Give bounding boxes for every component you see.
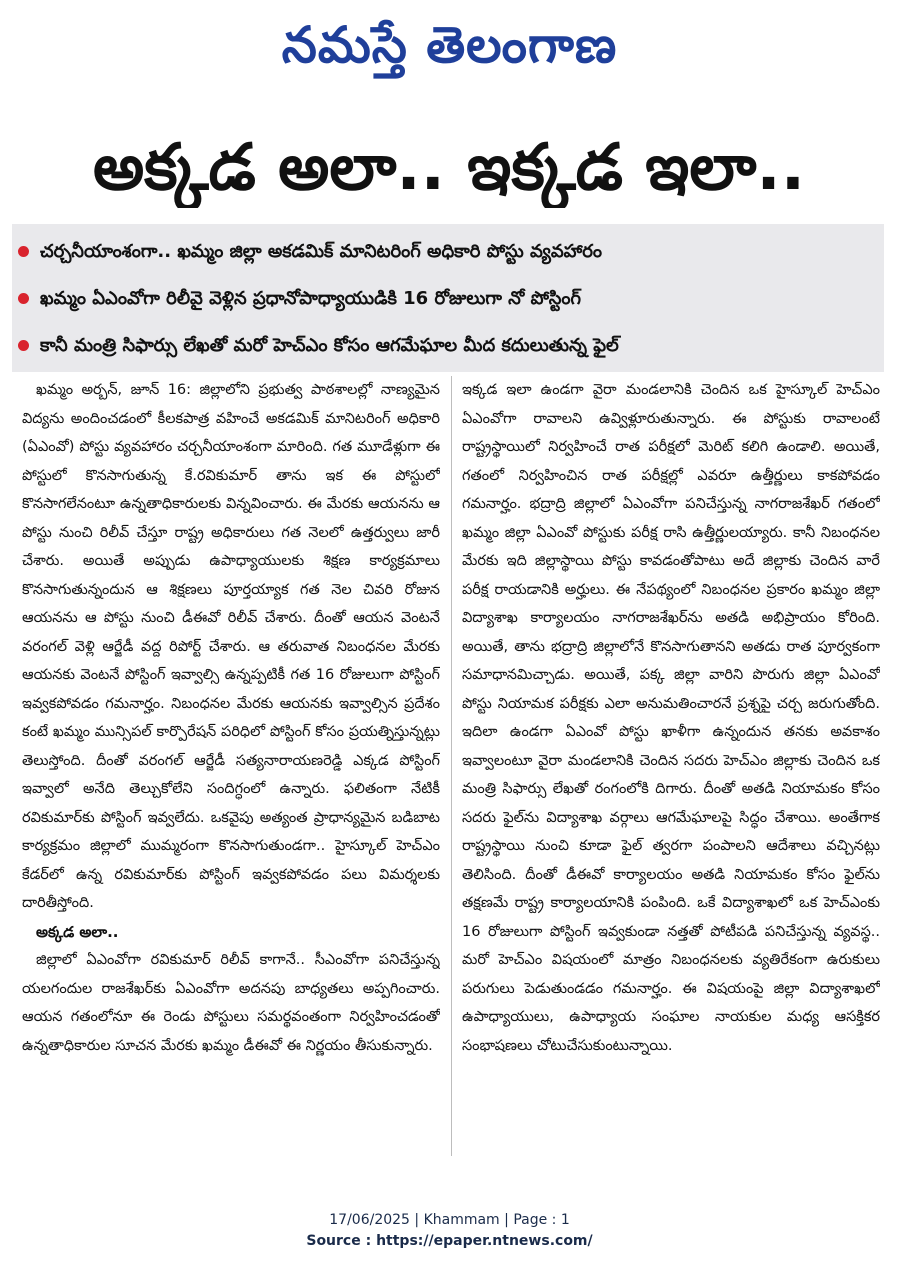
subhead-text: ఖమ్మం ఏఎంవోగా రిలీవై వెళ్లిన ప్రధానోపాధ్యాయుడికి 16 రోజులుగా నో పోస్టింగ్ [40,288,582,309]
article-column-right [462,376,880,1166]
footer-source-line: Source : https://epaper.ntnews.com/ [306,1233,593,1249]
subhead-2 [12,285,884,322]
article-paragraph: జిల్లాలో ఏఎంవోగా రవికుమార్ రిలీవ్ కాగానే.. సీఎంవోగా పనిచేస్తున్న యలగందుల రాజశేఖర్‌కు ఏఎంవోగా అదనపు బాధ్యతలు అప్పగించారు. ఆయన గతంలోనూ ఈ రెండు పోస్టులు సమర్థవంతంగా నిర్వహించడంతో ఉన్నతాధికారుల సూచన మేరకు ఖమ్మం డీఈవో ఈ నిర్ణయం తీసుకున్నారు. [22,952,440,1054]
crosshead: అక్కడ అలా.. [36,922,119,941]
article-paragraph: ఇక్కడ ఇలా ఉండగా వైరా మండలానికి చెందిన ఒక హైస్కూల్ హెచ్‌ఎం ఏఎంవోగా రావాలని ఉవ్విళ్లూరుతున్నారు. ఈ పోస్టుకు రావాలంటే రాష్ట్రస్థాయిలో నిర్వహించే రాత పరీక్షలో మెరిట్ కలిగి ఉండాలి. అయితే, గతంలో నిర్వహించిన రాత పరీక్షల్లో ఎవరూ ఉత్తీర్ణులు కాకపోవడం గమనార్హం. భద్రాద్రి జిల్లాలో ఏఎంవోగా పనిచేస్తున్న నాగరాజశేఖర్ గతంలో ఖమ్మం జిల్లా ఏఎంవో పోస్టుకు పరీక్ష రాసి ఉత్తీర్ణులయ్యారు. కానీ నిబంధనల మేరకు ఇది జిల్లాస్థాయి పోస్టు కావడంతోపాటు అదే జిల్లాకు చెందిన వారే పరీక్ష రాయడానికి అర్హులు. ఈ నేపథ్యంలో నిబంధనల ప్రకారం ఖమ్మం జిల్లా విద్యాశాఖ కార్యాలయం నాగరాజశేఖర్‌ను అతడి అభిప్రాయం కోరింది. అయితే, తాను భద్రాద్రి జిల్లాలోనే కొనసాగుతానని అతడు రాత పూర్వకంగా సమాధానమిచ్చాడు. అయితే, పక్క జిల్లా వారిని పొరుగు జిల్లా ఏఎంవో పోస్టు నియామక పరీక్షకు ఎలా అనుమతించారనే ప్రశ్నపై చర్చ జరుగుతోంది. ఇదిలా ఉండగా ఏఎంవో పోస్టు ఖాళీగా ఉన్నందున తనకు అవకాశం ఇవ్వాలంటూ వైరా మండలానికి చెందిన సదరు హెచ్‌ఎం జిల్లాకు చెందిన ఒక మంత్రి సిఫార్సు లేఖతో రంగంలోకి దిగారు. దీంతో అతడి నియామకం కోసం సదరు ఫైల్‌ను విద్యాశాఖ వర్గాలు ఆగమేఘాలపై సిద్ధం చేశాయి. అంతేగాక రాష్ట్రస్థాయి నుంచి కూడా ఫైల్ త్వరగా పంపాలని ఆదేశాలు వచ్చినట్లు తెలిసింది. దీంతో డీఈవో కార్యాలయం అతడి నియామకం కోసం ఫైల్‌ను తక్షణమే రాష్ట్ర కార్యాలయానికి పంపింది. ఒకే విద్యాశాఖలో ఒక హెచ్‌ఎంకు 16 రోజులుగా పోస్టింగ్ ఇవ్వకుండా నత్తతో పోటీపడి పనిచేస్తున్న వ్యవస్థ.. మరో హెచ్‌ఎం విషయంలో మాత్రం నిబంధనలకు వ్యతిరేకంగా ఉరుకులు పరుగులు పెడుతుండడం గమనార్హం. ఈ విషయంపై జిల్లా విద్యాశాఖలో ఉపాధ్యాయులు, ఉపాధ్యాయ సంఘాల నాయకుల మధ్య ఆసక్తికర సంభాషణలు చోటుచేసుకుంటున్నాయి. [462,382,880,1054]
subhead-text: చర్చనీయాంశంగా.. ఖమ్మం జిల్లా అకడమిక్ మానిటరింగ్ అధికారి పోస్టు వ్యవహారం [40,241,603,262]
article-paragraph: ఖమ్మం అర్బన్, జూన్ 16: జిల్లాలోని ప్రభుత్వ పాఠశాలల్లో నాణ్యమైన విద్యను అందించడంలో కీలకపాత్ర వహించే అకడమిక్ మానిటరింగ్ అధికారి (ఏఎంవో) పోస్టు వ్యవహారం చర్చనీయాంశంగా మారింది. గత మూడేళ్లుగా ఈ పోస్టులో కొనసాగుతున్న కే.రవికుమార్ తాను ఇక ఈ పోస్టులో కొనసాగలేనంటూ ఉన్నతాధికారులకు విన్నవించారు. ఈ మేరకు ఆయనను ఆ పోస్టు నుంచి రిలీవ్ చేస్తూ రాష్ట్ర అధికారులు గత నెలలో ఉత్తర్వులు జారీ చేశారు. అయితే అప్పుడు ఉపాధ్యాయులకు శిక్షణ కార్యక్రమాలు కొనసాగుతున్నందున ఆ శిక్షణలు పూర్తయ్యాక గత నెల చివరి రోజున ఆయనను ఆ పోస్టు నుంచి డీఈవో రిలీవ్ చేశారు. దీంతో ఆయన వెంటనే వరంగల్ వెళ్లి ఆర్జేడీ వద్ద రిపోర్ట్ చేశారు. ఆ తరువాత నిబంధనల మేరకు ఆయనకు వెంటనే పోస్టింగ్ ఇవ్వాల్సి ఉన్నప్పటికీ గత 16 రోజులుగా పోస్టింగ్ ఇవ్వకపోవడం గమనార్హం. నిబంధనల మేరకు ఆయనకు ఇవ్వాల్సిన ప్రదేశం కంటే ఖమ్మం మున్సిపల్ కార్పొరేషన్ పరిధిలో పోస్టింగ్ కోసం ప్రయత్నిస్తున్నట్లు తెలుస్తోంది. దీంతో వరంగల్ ఆర్జేడీ సత్యనారాయణరెడ్డి ఎక్కడ పోస్టింగ్ ఇవ్వాలో అనేది తెల్చుకోలేని సందిగ్ధంలో ఉన్నారు. ఫలితంగా నేటికీ రవికుమార్‌కు పోస్టింగ్ ఇవ్వలేదు. ఒకవైపు అత్యంత ప్రాధాన్యమైన బడిబాట కార్యక్రమం జిల్లాలో ముమ్మరంగా కొనసాగుతుండగా.. హైస్కూల్ హెచ్‌ఎం కేడర్‌లో ఉన్న రవికుమార్‌కు పోస్టింగ్ ఇవ్వకపోవడం పలు విమర్శలకు దారితీస్తోంది. [22,382,440,911]
page-footer [0,1210,899,1252]
headline: అక్కడ అలా.. ఇక్కడ ఇలా.. [92,131,806,205]
masthead [0,8,899,88]
article-body [22,376,888,1166]
bullet-icon [18,246,29,257]
newspaper-logo: నమస్తే తెలంగాణ [281,16,618,74]
footer-date-line: 17/06/2025 | Khammam | Page : 1 [329,1212,570,1228]
subhead-text: కానీ మంత్రి సిఫార్సు లేఖతో మరో హెచ్‌ఎం కోసం ఆగమేఘాల మీద కదులుతున్న ఫైల్ [40,335,619,356]
bullet-icon [18,293,29,304]
subheads-box [12,224,884,372]
article-column-left [22,376,440,1166]
bullet-icon [18,340,29,351]
subhead-1 [12,238,884,275]
subhead-3 [12,332,884,369]
column-divider [451,376,452,1156]
